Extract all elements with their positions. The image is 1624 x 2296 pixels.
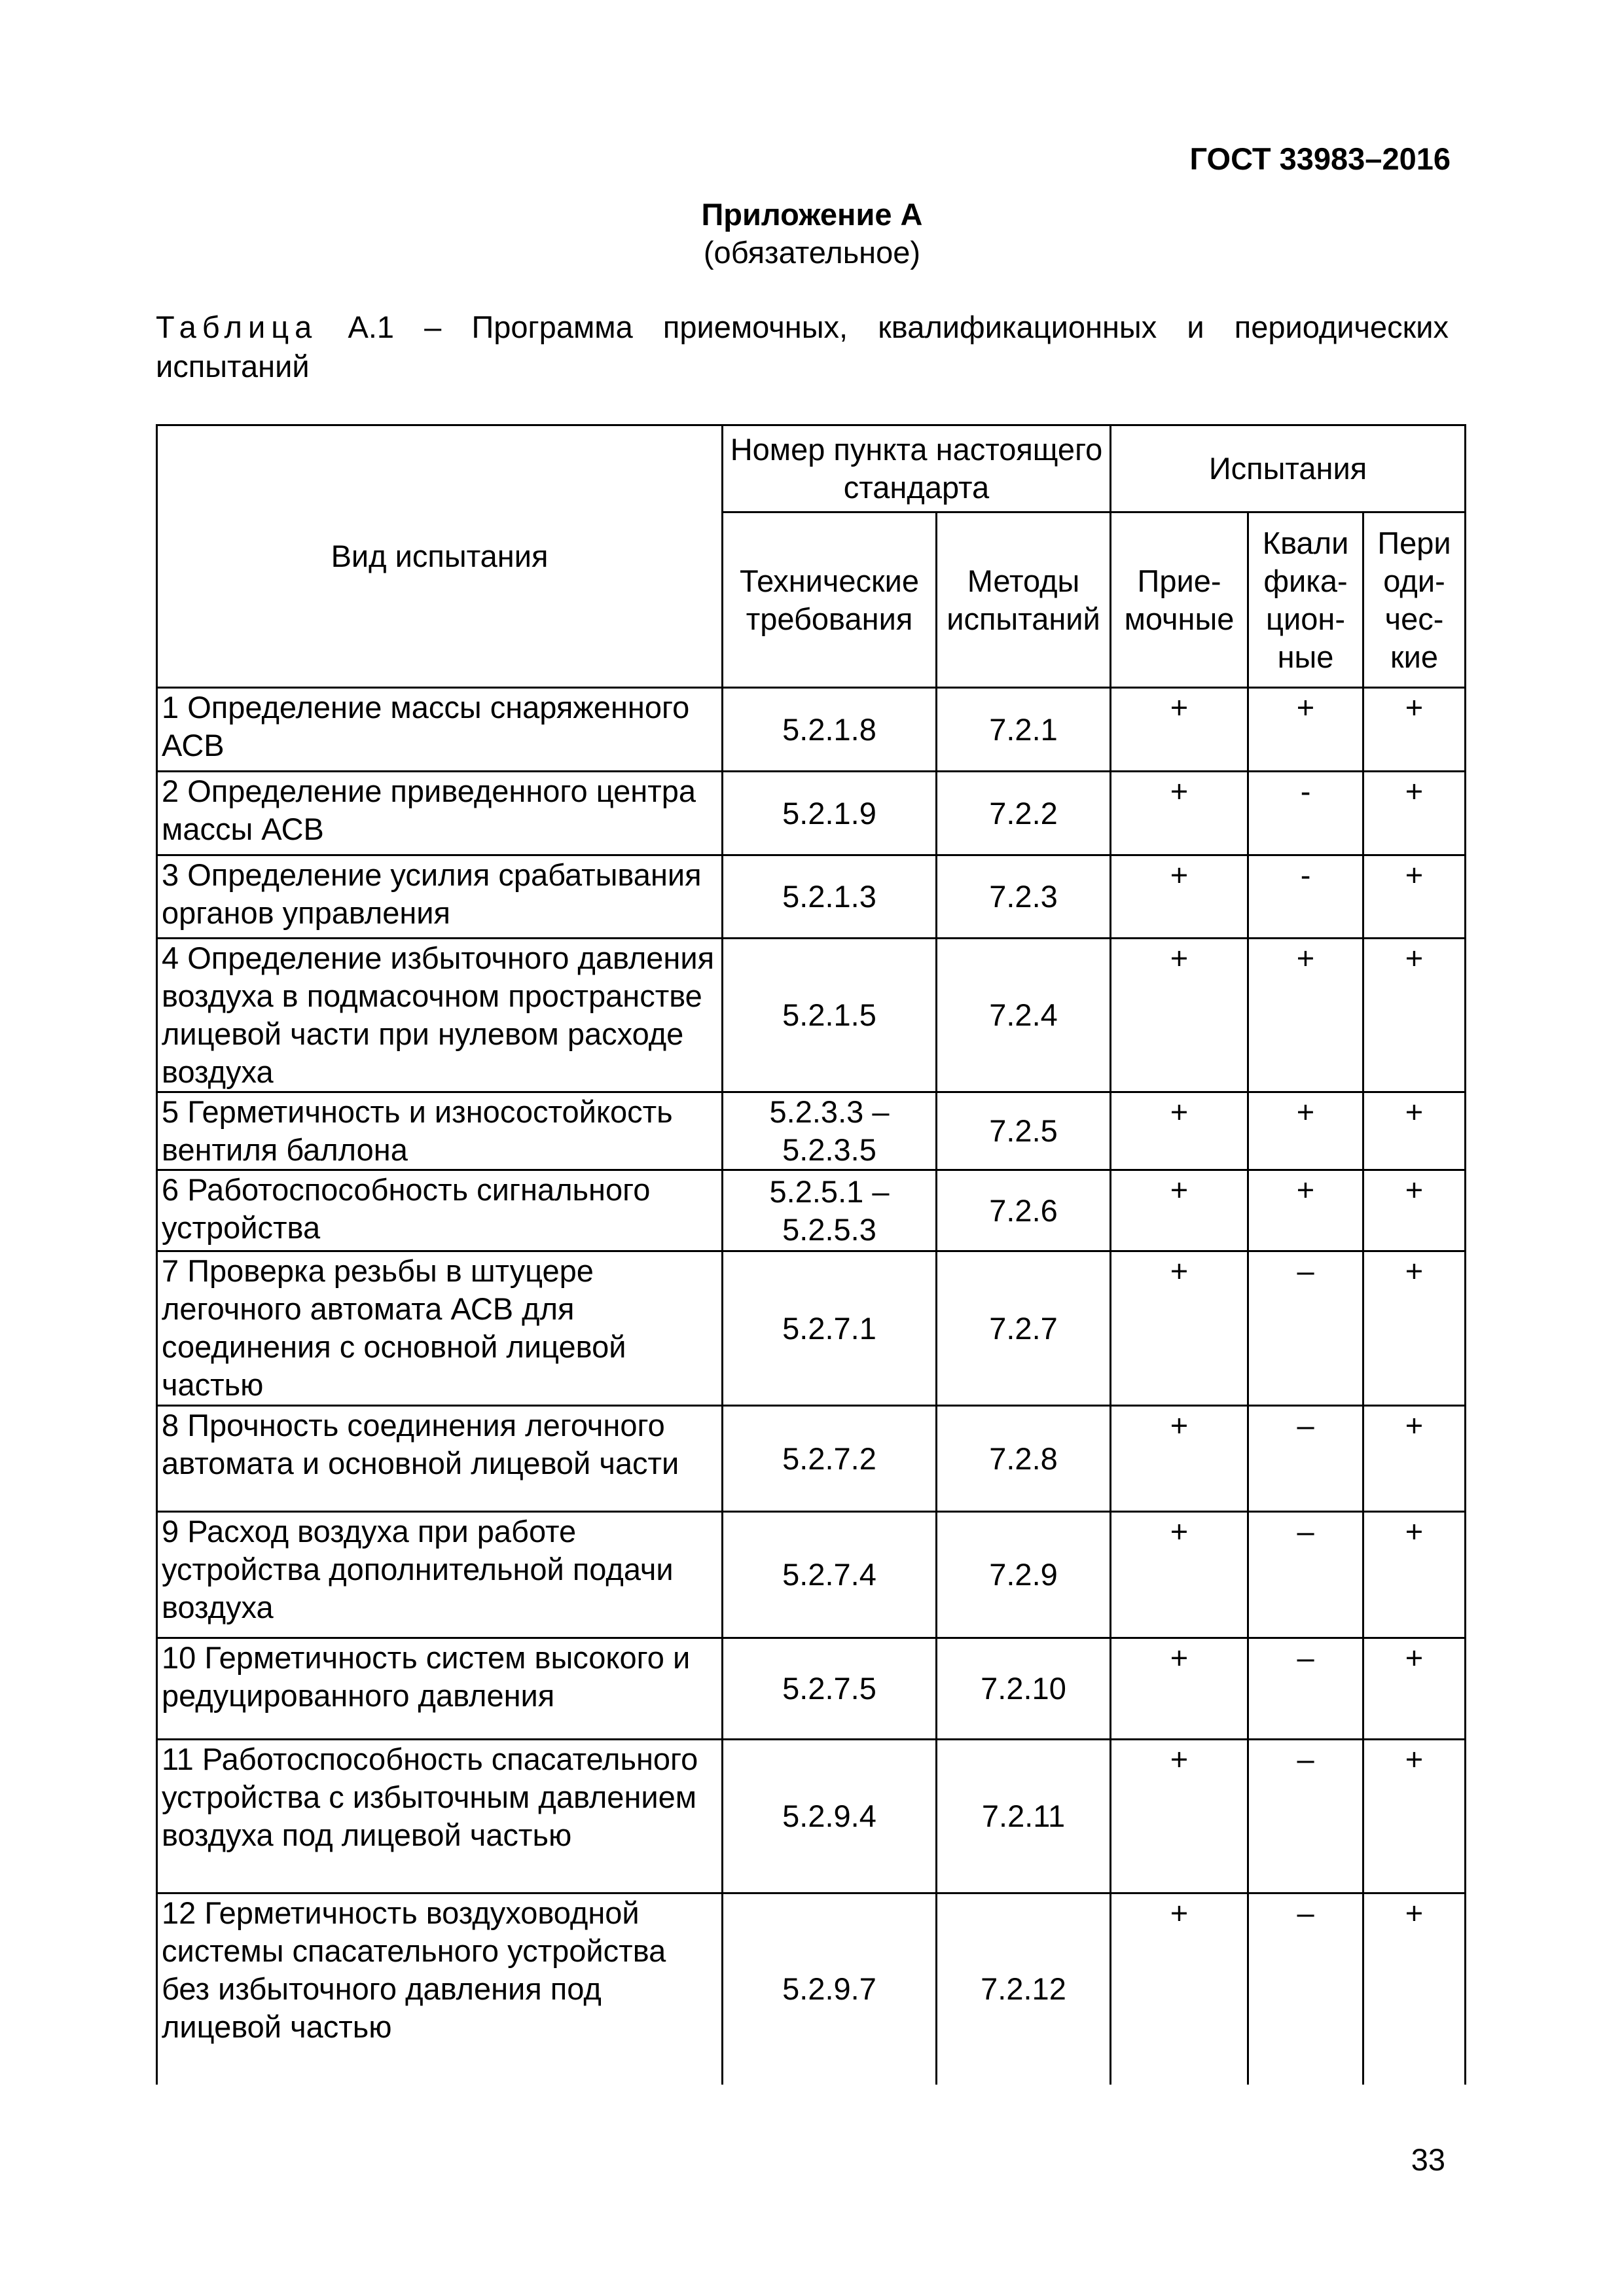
table-row: [157, 1170, 1466, 1251]
table-row: [157, 1406, 1466, 1512]
row-tech-requirement: 5.2.1.8: [723, 688, 937, 772]
row-periodic-mark: +: [1363, 939, 1466, 1092]
table-row: [157, 772, 1466, 855]
table-row: [157, 688, 1466, 772]
appendix-subtitle: (обязательное): [703, 235, 921, 270]
row-tech-requirement: 5.2.3.3 – 5.2.3.5: [723, 1092, 937, 1170]
table-header-row: [157, 425, 1466, 512]
row-acceptance-mark: +: [1111, 939, 1248, 1092]
table-row: [157, 855, 1466, 939]
row-test-method: 7.2.10: [937, 1638, 1111, 1740]
row-test-method: 7.2.6: [937, 1170, 1111, 1251]
row-periodic-mark: +: [1363, 772, 1466, 855]
row-test-name: 8 Прочность соединения легочного автомата и основной лицевой части: [157, 1406, 723, 1512]
row-periodic-mark: +: [1363, 1406, 1466, 1512]
row-test-method: 7.2.5: [937, 1092, 1111, 1170]
row-test-method: 7.2.8: [937, 1406, 1111, 1512]
row-acceptance-mark: +: [1111, 1638, 1248, 1740]
row-test-name: 11 Работоспособность спасательного устройства с избыточным давлением воздуха под лицевой частью: [157, 1740, 723, 1893]
row-test-name: 7 Проверка резьбы в штуцере легочного автомата АСВ для соединения с основной лицевой частью: [157, 1251, 723, 1406]
row-periodic-mark: +: [1363, 1251, 1466, 1406]
row-qualification-mark: –: [1248, 1512, 1363, 1638]
page-header-standard: ГОСТ 33983–2016: [1189, 141, 1451, 176]
row-periodic-mark: +: [1363, 1092, 1466, 1170]
page-number: 33: [1411, 2142, 1445, 2177]
row-test-method: 7.2.4: [937, 939, 1111, 1092]
header-periodic: Пери оди-чес-кие: [1363, 512, 1466, 688]
header-clause-number: Номер пункта настоящего стандарта: [723, 425, 1111, 512]
row-test-name: 12 Герметичность воздуховодной системы спасательного устройства без избыточного давления под лицевой частью: [157, 1893, 723, 2085]
row-qualification-mark: +: [1248, 1170, 1363, 1251]
row-acceptance-mark: +: [1111, 1893, 1248, 2085]
row-acceptance-mark: +: [1111, 1740, 1248, 1893]
row-tech-requirement: 5.2.7.4: [723, 1512, 937, 1638]
row-test-method: 7.2.7: [937, 1251, 1111, 1406]
row-tech-requirement: 5.2.1.3: [723, 855, 937, 939]
header-qualification: Квали фика-цион-ные: [1248, 512, 1363, 688]
row-acceptance-mark: +: [1111, 1170, 1248, 1251]
row-test-name: 10 Герметичность систем высокого и редуцированного давления: [157, 1638, 723, 1740]
table-caption-text: А.1 – Программа приемочных, квалификационных и периодических испытаний: [156, 310, 1449, 384]
row-test-name: 9 Расход воздуха при работе устройства дополнительной подачи воздуха: [157, 1512, 723, 1638]
row-periodic-mark: +: [1363, 855, 1466, 939]
appendix-title: Приложение А: [701, 197, 923, 232]
row-test-name: 6 Работоспособность сигнального устройства: [157, 1170, 723, 1251]
row-qualification-mark: –: [1248, 1740, 1363, 1893]
row-periodic-mark: +: [1363, 1170, 1466, 1251]
row-acceptance-mark: +: [1111, 855, 1248, 939]
row-periodic-mark: +: [1363, 688, 1466, 772]
row-qualification-mark: +: [1248, 1092, 1363, 1170]
header-tests: Испытания: [1111, 425, 1466, 512]
row-acceptance-mark: +: [1111, 1406, 1248, 1512]
table-row: [157, 1638, 1466, 1740]
row-tech-requirement: 5.2.1.5: [723, 939, 937, 1092]
row-test-method: 7.2.12: [937, 1893, 1111, 2085]
table-row: [157, 1092, 1466, 1170]
row-tech-requirement: 5.2.9.4: [723, 1740, 937, 1893]
row-acceptance-mark: +: [1111, 1251, 1248, 1406]
row-test-method: 7.2.9: [937, 1512, 1111, 1638]
row-qualification-mark: –: [1248, 1406, 1363, 1512]
row-test-name: 4 Определение избыточного давления воздуха в подмасочном пространстве лицевой части при нулевом расходе воздуха: [157, 939, 723, 1092]
row-tech-requirement: 5.2.7.1: [723, 1251, 937, 1406]
row-qualification-mark: -: [1248, 772, 1363, 855]
table-row: [157, 1251, 1466, 1406]
row-qualification-mark: –: [1248, 1251, 1363, 1406]
row-periodic-mark: +: [1363, 1893, 1466, 2085]
table-row: [157, 939, 1466, 1092]
row-qualification-mark: -: [1248, 855, 1363, 939]
row-tech-requirement: 5.2.1.9: [723, 772, 937, 855]
table-row: [157, 1740, 1466, 1893]
test-program-table: [156, 424, 1466, 2085]
row-qualification-mark: –: [1248, 1893, 1363, 2085]
row-test-method: 7.2.1: [937, 688, 1111, 772]
row-acceptance-mark: +: [1111, 1092, 1248, 1170]
header-test-methods: Методы испытаний: [937, 512, 1111, 688]
table-row: [157, 1512, 1466, 1638]
table-caption-label: Таблица: [156, 310, 318, 344]
row-qualification-mark: –: [1248, 1638, 1363, 1740]
row-test-method: 7.2.3: [937, 855, 1111, 939]
row-test-method: 7.2.2: [937, 772, 1111, 855]
header-tech-requirements: Технические требования: [723, 512, 937, 688]
row-periodic-mark: +: [1363, 1638, 1466, 1740]
row-test-name: 5 Герметичность и износостойкость вентиля баллона: [157, 1092, 723, 1170]
row-periodic-mark: +: [1363, 1512, 1466, 1638]
row-acceptance-mark: +: [1111, 1512, 1248, 1638]
row-qualification-mark: +: [1248, 688, 1363, 772]
row-tech-requirement: 5.2.9.7: [723, 1893, 937, 2085]
row-acceptance-mark: +: [1111, 688, 1248, 772]
header-test-type: Вид испытания: [157, 425, 723, 688]
table-caption: [156, 308, 1449, 386]
row-periodic-mark: +: [1363, 1740, 1466, 1893]
row-qualification-mark: +: [1248, 939, 1363, 1092]
header-acceptance: Прие-мочные: [1111, 512, 1248, 688]
row-tech-requirement: 5.2.7.2: [723, 1406, 937, 1512]
row-test-name: 3 Определение усилия срабатывания органов управления: [157, 855, 723, 939]
table-row: [157, 1893, 1466, 2085]
row-test-name: 2 Определение приведенного центра массы АСВ: [157, 772, 723, 855]
row-tech-requirement: 5.2.5.1 – 5.2.5.3: [723, 1170, 937, 1251]
row-acceptance-mark: +: [1111, 772, 1248, 855]
row-test-name: 1 Определение массы снаряженного АСВ: [157, 688, 723, 772]
row-test-method: 7.2.11: [937, 1740, 1111, 1893]
row-tech-requirement: 5.2.7.5: [723, 1638, 937, 1740]
